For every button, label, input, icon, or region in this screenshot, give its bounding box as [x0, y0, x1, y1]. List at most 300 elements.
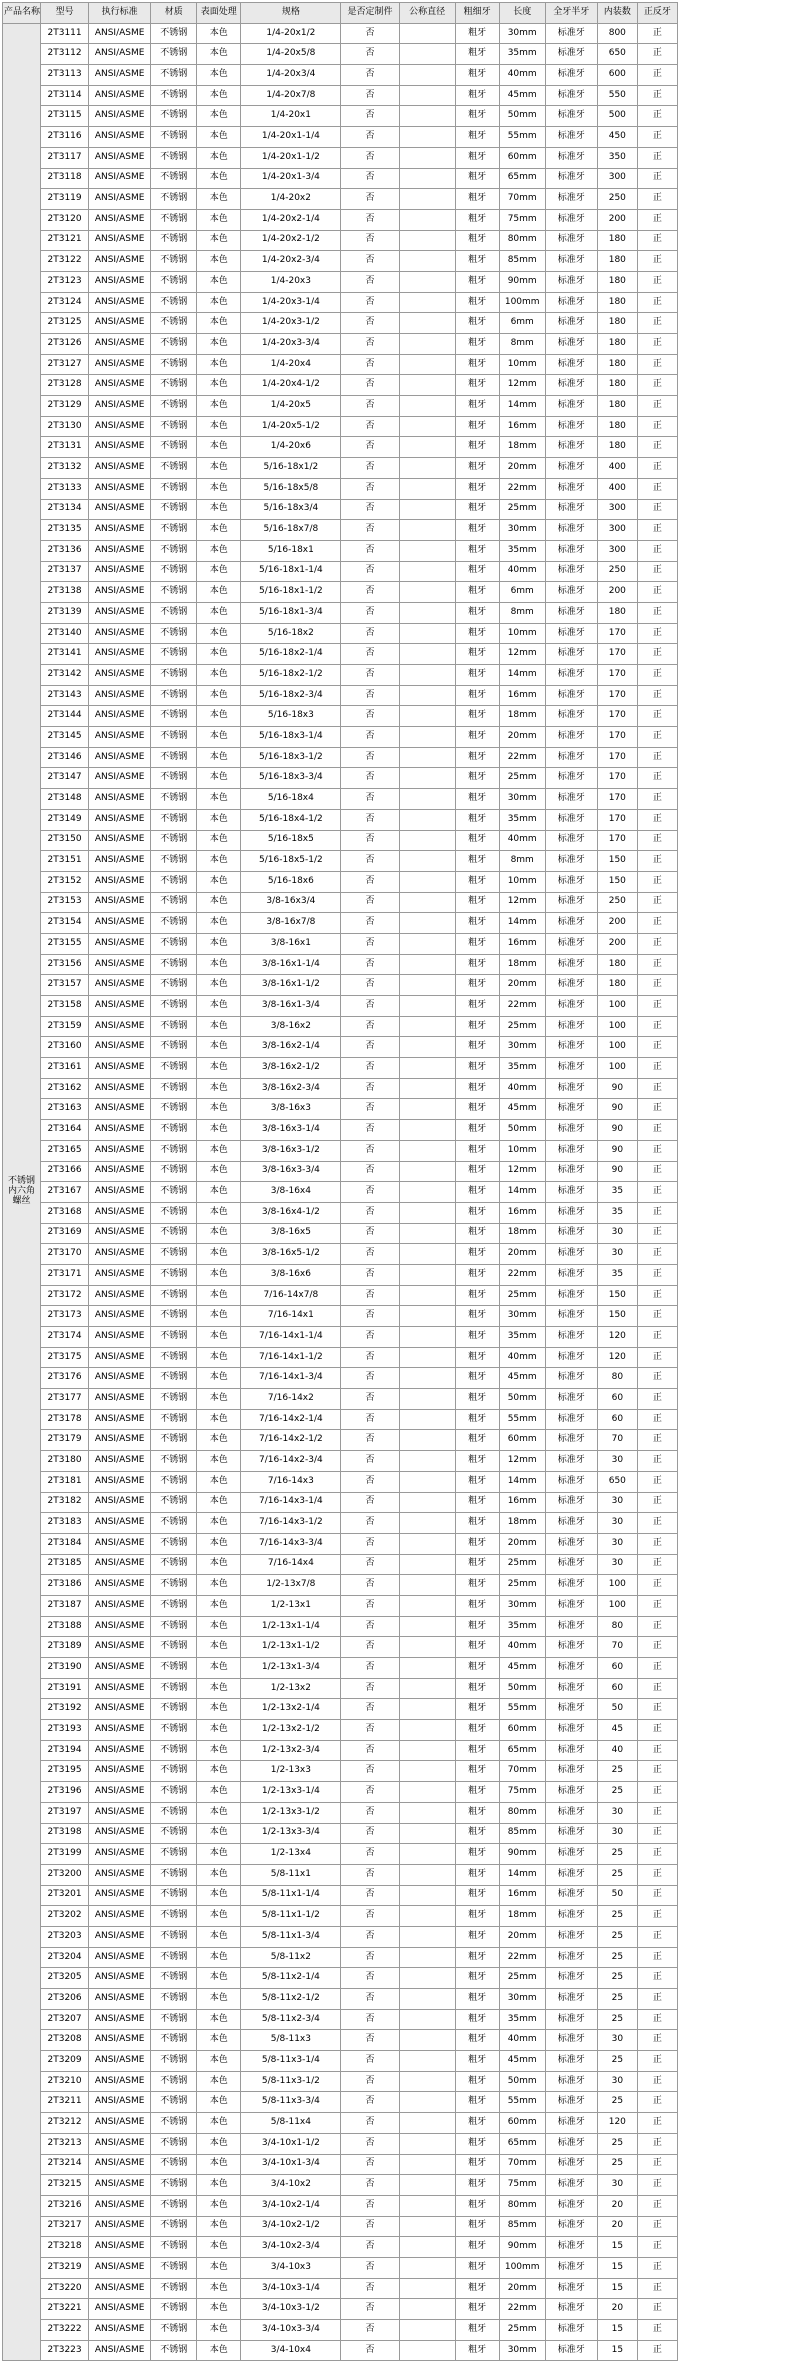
- standard-cell: ANSI/ASME: [89, 623, 151, 644]
- spec-cell: 5/16-18x3: [241, 706, 341, 727]
- length-cell: 65mm: [499, 168, 545, 189]
- full-half-cell: 标准牙: [545, 996, 597, 1017]
- length-cell: 90mm: [499, 1844, 545, 1865]
- standard-cell: ANSI/ASME: [89, 2133, 151, 2154]
- full-half-cell: 标准牙: [545, 147, 597, 168]
- length-cell: 100mm: [499, 2257, 545, 2278]
- material-cell: 不锈钢: [151, 65, 197, 86]
- length-cell: 20mm: [499, 727, 545, 748]
- spec-cell: 5/8-11x1-3/4: [241, 1926, 341, 1947]
- custom-cell: 否: [341, 127, 399, 148]
- direction-cell: 正: [637, 1492, 677, 1513]
- custom-cell: 否: [341, 271, 399, 292]
- nominal-diameter-cell: [399, 1389, 455, 1410]
- material-cell: 不锈钢: [151, 2237, 197, 2258]
- full-half-cell: 标准牙: [545, 1492, 597, 1513]
- direction-cell: 正: [637, 1864, 677, 1885]
- custom-cell: 否: [341, 1823, 399, 1844]
- qty-cell: 650: [597, 44, 637, 65]
- spec-cell: 1/4-20x2-3/4: [241, 251, 341, 272]
- custom-cell: 否: [341, 23, 399, 44]
- surface-cell: 本色: [197, 520, 241, 541]
- model-cell: 2T3194: [41, 1740, 89, 1761]
- qty-cell: 200: [597, 582, 637, 603]
- coarse-fine-cell: 粗牙: [455, 2175, 499, 2196]
- standard-cell: ANSI/ASME: [89, 1616, 151, 1637]
- full-half-cell: 标准牙: [545, 1285, 597, 1306]
- material-cell: 不锈钢: [151, 2278, 197, 2299]
- qty-cell: 170: [597, 644, 637, 665]
- standard-cell: ANSI/ASME: [89, 127, 151, 148]
- material-cell: 不锈钢: [151, 1595, 197, 1616]
- spec-cell: 1/2-13x2-1/4: [241, 1699, 341, 1720]
- qty-cell: 180: [597, 416, 637, 437]
- nominal-diameter-cell: [399, 478, 455, 499]
- standard-cell: ANSI/ASME: [89, 871, 151, 892]
- qty-cell: 180: [597, 313, 637, 334]
- qty-cell: 170: [597, 768, 637, 789]
- qty-cell: 50: [597, 1699, 637, 1720]
- full-half-cell: 标准牙: [545, 230, 597, 251]
- spec-cell: 5/8-11x1: [241, 1864, 341, 1885]
- direction-cell: 正: [637, 665, 677, 686]
- surface-cell: 本色: [197, 1844, 241, 1865]
- coarse-fine-cell: 粗牙: [455, 2133, 499, 2154]
- custom-cell: 否: [341, 1451, 399, 1472]
- length-cell: 8mm: [499, 334, 545, 355]
- surface-cell: 本色: [197, 582, 241, 603]
- full-half-cell: 标准牙: [545, 892, 597, 913]
- model-cell: 2T3212: [41, 2113, 89, 2134]
- direction-cell: 正: [637, 2133, 677, 2154]
- table-row: [3, 561, 678, 582]
- full-half-cell: 标准牙: [545, 271, 597, 292]
- spec-cell: 1/4-20x5/8: [241, 44, 341, 65]
- full-half-cell: 标准牙: [545, 1306, 597, 1327]
- length-cell: 60mm: [499, 1430, 545, 1451]
- material-cell: 不锈钢: [151, 478, 197, 499]
- spec-cell: 3/4-10x2: [241, 2175, 341, 2196]
- material-cell: 不锈钢: [151, 2009, 197, 2030]
- coarse-fine-cell: 粗牙: [455, 1430, 499, 1451]
- table-row: [3, 458, 678, 479]
- qty-cell: 550: [597, 85, 637, 106]
- custom-cell: 否: [341, 892, 399, 913]
- surface-cell: 本色: [197, 892, 241, 913]
- table-row: [3, 1533, 678, 1554]
- qty-cell: 35: [597, 1182, 637, 1203]
- qty-cell: 180: [597, 354, 637, 375]
- nominal-diameter-cell: [399, 251, 455, 272]
- coarse-fine-cell: 粗牙: [455, 2216, 499, 2237]
- standard-cell: ANSI/ASME: [89, 1906, 151, 1927]
- direction-cell: 正: [637, 2299, 677, 2320]
- coarse-fine-cell: 粗牙: [455, 727, 499, 748]
- direction-cell: 正: [637, 1202, 677, 1223]
- spec-cell: 1/4-20x1-1/2: [241, 147, 341, 168]
- table-row: [3, 292, 678, 313]
- qty-cell: 300: [597, 540, 637, 561]
- length-cell: 85mm: [499, 2216, 545, 2237]
- material-cell: 不锈钢: [151, 499, 197, 520]
- table-row: [3, 1471, 678, 1492]
- full-half-cell: 标准牙: [545, 396, 597, 417]
- spec-cell: 1/4-20x1-1/4: [241, 127, 341, 148]
- table-row: [3, 1244, 678, 1265]
- model-cell: 2T3174: [41, 1327, 89, 1348]
- model-cell: 2T3118: [41, 168, 89, 189]
- direction-cell: 正: [637, 189, 677, 210]
- custom-cell: 否: [341, 1058, 399, 1079]
- nominal-diameter-cell: [399, 313, 455, 334]
- spec-cell: 3/8-16x3: [241, 1099, 341, 1120]
- model-cell: 2T3185: [41, 1554, 89, 1575]
- standard-cell: ANSI/ASME: [89, 1699, 151, 1720]
- table-row: [3, 147, 678, 168]
- direction-cell: 正: [637, 520, 677, 541]
- material-cell: 不锈钢: [151, 1430, 197, 1451]
- direction-cell: 正: [637, 1885, 677, 1906]
- header-material: 材质: [151, 3, 197, 24]
- custom-cell: 否: [341, 1513, 399, 1534]
- full-half-cell: 标准牙: [545, 458, 597, 479]
- material-cell: 不锈钢: [151, 2299, 197, 2320]
- full-half-cell: 标准牙: [545, 1658, 597, 1679]
- length-cell: 20mm: [499, 975, 545, 996]
- nominal-diameter-cell: [399, 561, 455, 582]
- surface-cell: 本色: [197, 1637, 241, 1658]
- surface-cell: 本色: [197, 1409, 241, 1430]
- length-cell: 50mm: [499, 1678, 545, 1699]
- surface-cell: 本色: [197, 189, 241, 210]
- length-cell: 80mm: [499, 230, 545, 251]
- full-half-cell: 标准牙: [545, 168, 597, 189]
- surface-cell: 本色: [197, 1782, 241, 1803]
- table-row: [3, 871, 678, 892]
- coarse-fine-cell: 粗牙: [455, 520, 499, 541]
- model-cell: 2T3170: [41, 1244, 89, 1265]
- coarse-fine-cell: 粗牙: [455, 1616, 499, 1637]
- surface-cell: 本色: [197, 706, 241, 727]
- standard-cell: ANSI/ASME: [89, 1782, 151, 1803]
- spec-cell: 1/4-20x1-3/4: [241, 168, 341, 189]
- full-half-cell: 标准牙: [545, 106, 597, 127]
- table-row: [3, 1492, 678, 1513]
- length-cell: 20mm: [499, 1533, 545, 1554]
- nominal-diameter-cell: [399, 520, 455, 541]
- direction-cell: 正: [637, 168, 677, 189]
- surface-cell: 本色: [197, 933, 241, 954]
- coarse-fine-cell: 粗牙: [455, 1078, 499, 1099]
- custom-cell: 否: [341, 1471, 399, 1492]
- custom-cell: 否: [341, 1782, 399, 1803]
- full-half-cell: 标准牙: [545, 2299, 597, 2320]
- qty-cell: 300: [597, 520, 637, 541]
- table-row: [3, 1678, 678, 1699]
- length-cell: 65mm: [499, 1740, 545, 1761]
- coarse-fine-cell: 粗牙: [455, 1740, 499, 1761]
- standard-cell: ANSI/ASME: [89, 44, 151, 65]
- full-half-cell: 标准牙: [545, 1595, 597, 1616]
- custom-cell: 否: [341, 665, 399, 686]
- spec-cell: 5/16-18x7/8: [241, 520, 341, 541]
- length-cell: 50mm: [499, 106, 545, 127]
- length-cell: 55mm: [499, 1409, 545, 1430]
- table-row: [3, 2133, 678, 2154]
- spec-cell: 7/16-14x3-1/4: [241, 1492, 341, 1513]
- direction-cell: 正: [637, 1285, 677, 1306]
- model-cell: 2T3145: [41, 727, 89, 748]
- custom-cell: 否: [341, 354, 399, 375]
- material-cell: 不锈钢: [151, 1182, 197, 1203]
- qty-cell: 100: [597, 996, 637, 1017]
- table-row: [3, 1140, 678, 1161]
- material-cell: 不锈钢: [151, 2113, 197, 2134]
- length-cell: 14mm: [499, 1182, 545, 1203]
- custom-cell: 否: [341, 1740, 399, 1761]
- model-cell: 2T3220: [41, 2278, 89, 2299]
- standard-cell: ANSI/ASME: [89, 2113, 151, 2134]
- standard-cell: ANSI/ASME: [89, 1823, 151, 1844]
- coarse-fine-cell: 粗牙: [455, 830, 499, 851]
- material-cell: 不锈钢: [151, 1285, 197, 1306]
- full-half-cell: 标准牙: [545, 540, 597, 561]
- coarse-fine-cell: 粗牙: [455, 2009, 499, 2030]
- coarse-fine-cell: 粗牙: [455, 1947, 499, 1968]
- full-half-cell: 标准牙: [545, 789, 597, 810]
- surface-cell: 本色: [197, 230, 241, 251]
- custom-cell: 否: [341, 1016, 399, 1037]
- custom-cell: 否: [341, 2216, 399, 2237]
- qty-cell: 170: [597, 789, 637, 810]
- table-row: [3, 1099, 678, 1120]
- direction-cell: 正: [637, 334, 677, 355]
- surface-cell: 本色: [197, 2071, 241, 2092]
- table-row: [3, 209, 678, 230]
- product-name-cell: 不锈钢 内六角螺丝: [3, 23, 41, 2361]
- custom-cell: 否: [341, 1885, 399, 1906]
- custom-cell: 否: [341, 789, 399, 810]
- full-half-cell: 标准牙: [545, 1264, 597, 1285]
- direction-cell: 正: [637, 996, 677, 1017]
- table-row: [3, 1037, 678, 1058]
- length-cell: 20mm: [499, 1926, 545, 1947]
- standard-cell: ANSI/ASME: [89, 292, 151, 313]
- qty-cell: 350: [597, 147, 637, 168]
- surface-cell: 本色: [197, 271, 241, 292]
- coarse-fine-cell: 粗牙: [455, 933, 499, 954]
- full-half-cell: 标准牙: [545, 1223, 597, 1244]
- header-full-half: 全牙半牙: [545, 3, 597, 24]
- full-half-cell: 标准牙: [545, 975, 597, 996]
- material-cell: 不锈钢: [151, 789, 197, 810]
- material-cell: 不锈钢: [151, 437, 197, 458]
- standard-cell: ANSI/ASME: [89, 2299, 151, 2320]
- custom-cell: 否: [341, 499, 399, 520]
- direction-cell: 正: [637, 2237, 677, 2258]
- material-cell: 不锈钢: [151, 2175, 197, 2196]
- surface-cell: 本色: [197, 1202, 241, 1223]
- direction-cell: 正: [637, 1327, 677, 1348]
- standard-cell: ANSI/ASME: [89, 1389, 151, 1410]
- full-half-cell: 标准牙: [545, 1968, 597, 1989]
- length-cell: 60mm: [499, 1720, 545, 1741]
- direction-cell: 正: [637, 644, 677, 665]
- table-row: [3, 2195, 678, 2216]
- qty-cell: 100: [597, 1058, 637, 1079]
- material-cell: 不锈钢: [151, 1885, 197, 1906]
- coarse-fine-cell: 粗牙: [455, 768, 499, 789]
- full-half-cell: 标准牙: [545, 933, 597, 954]
- table-row: [3, 23, 678, 44]
- custom-cell: 否: [341, 2237, 399, 2258]
- model-cell: 2T3162: [41, 1078, 89, 1099]
- full-half-cell: 标准牙: [545, 65, 597, 86]
- direction-cell: 正: [637, 2030, 677, 2051]
- coarse-fine-cell: 粗牙: [455, 1016, 499, 1037]
- surface-cell: 本色: [197, 1161, 241, 1182]
- direction-cell: 正: [637, 975, 677, 996]
- model-cell: 2T3147: [41, 768, 89, 789]
- table-row: [3, 1016, 678, 1037]
- model-cell: 2T3127: [41, 354, 89, 375]
- nominal-diameter-cell: [399, 602, 455, 623]
- model-cell: 2T3184: [41, 1533, 89, 1554]
- material-cell: 不锈钢: [151, 665, 197, 686]
- model-cell: 2T3204: [41, 1947, 89, 1968]
- model-cell: 2T3218: [41, 2237, 89, 2258]
- table-row: [3, 1761, 678, 1782]
- model-cell: 2T3217: [41, 2216, 89, 2237]
- material-cell: 不锈钢: [151, 561, 197, 582]
- material-cell: 不锈钢: [151, 375, 197, 396]
- custom-cell: 否: [341, 1947, 399, 1968]
- spec-cell: 7/16-14x1-1/2: [241, 1347, 341, 1368]
- spec-cell: 1/2-13x4: [241, 1844, 341, 1865]
- spec-cell: 7/16-14x3-3/4: [241, 1533, 341, 1554]
- material-cell: 不锈钢: [151, 2092, 197, 2113]
- surface-cell: 本色: [197, 1947, 241, 1968]
- nominal-diameter-cell: [399, 1140, 455, 1161]
- surface-cell: 本色: [197, 1078, 241, 1099]
- standard-cell: ANSI/ASME: [89, 2216, 151, 2237]
- material-cell: 不锈钢: [151, 2133, 197, 2154]
- material-cell: 不锈钢: [151, 1637, 197, 1658]
- qty-cell: 90: [597, 1099, 637, 1120]
- custom-cell: 否: [341, 2071, 399, 2092]
- surface-cell: 本色: [197, 1058, 241, 1079]
- length-cell: 22mm: [499, 996, 545, 1017]
- nominal-diameter-cell: [399, 1471, 455, 1492]
- spec-cell: 7/16-14x1-1/4: [241, 1327, 341, 1348]
- coarse-fine-cell: 粗牙: [455, 147, 499, 168]
- material-cell: 不锈钢: [151, 1947, 197, 1968]
- surface-cell: 本色: [197, 1968, 241, 1989]
- material-cell: 不锈钢: [151, 747, 197, 768]
- spec-cell: 1/4-20x3-3/4: [241, 334, 341, 355]
- standard-cell: ANSI/ASME: [89, 1471, 151, 1492]
- full-half-cell: 标准牙: [545, 1844, 597, 1865]
- standard-cell: ANSI/ASME: [89, 1926, 151, 1947]
- header-row: [3, 3, 678, 24]
- model-cell: 2T3193: [41, 1720, 89, 1741]
- surface-cell: 本色: [197, 458, 241, 479]
- material-cell: 不锈钢: [151, 685, 197, 706]
- nominal-diameter-cell: [399, 789, 455, 810]
- surface-cell: 本色: [197, 1864, 241, 1885]
- spec-cell: 1/4-20x3-1/4: [241, 292, 341, 313]
- nominal-diameter-cell: [399, 1533, 455, 1554]
- coarse-fine-cell: 粗牙: [455, 1202, 499, 1223]
- direction-cell: 正: [637, 271, 677, 292]
- full-half-cell: 标准牙: [545, 561, 597, 582]
- full-half-cell: 标准牙: [545, 478, 597, 499]
- qty-cell: 25: [597, 1926, 637, 1947]
- table-row: [3, 1595, 678, 1616]
- full-half-cell: 标准牙: [545, 2237, 597, 2258]
- nominal-diameter-cell: [399, 851, 455, 872]
- coarse-fine-cell: 粗牙: [455, 1223, 499, 1244]
- nominal-diameter-cell: [399, 375, 455, 396]
- surface-cell: 本色: [197, 334, 241, 355]
- nominal-diameter-cell: [399, 1616, 455, 1637]
- standard-cell: ANSI/ASME: [89, 1037, 151, 1058]
- standard-cell: ANSI/ASME: [89, 1740, 151, 1761]
- nominal-diameter-cell: [399, 2216, 455, 2237]
- nominal-diameter-cell: [399, 1678, 455, 1699]
- standard-cell: ANSI/ASME: [89, 1658, 151, 1679]
- nominal-diameter-cell: [399, 354, 455, 375]
- direction-cell: 正: [637, 685, 677, 706]
- table-row: [3, 1306, 678, 1327]
- coarse-fine-cell: 粗牙: [455, 1058, 499, 1079]
- material-cell: 不锈钢: [151, 1161, 197, 1182]
- length-cell: 35mm: [499, 1616, 545, 1637]
- nominal-diameter-cell: [399, 913, 455, 934]
- surface-cell: 本色: [197, 830, 241, 851]
- spec-cell: 3/4-10x3: [241, 2257, 341, 2278]
- nominal-diameter-cell: [399, 2113, 455, 2134]
- coarse-fine-cell: 粗牙: [455, 892, 499, 913]
- surface-cell: 本色: [197, 85, 241, 106]
- material-cell: 不锈钢: [151, 954, 197, 975]
- surface-cell: 本色: [197, 1802, 241, 1823]
- table-row: [3, 189, 678, 210]
- coarse-fine-cell: 粗牙: [455, 1968, 499, 1989]
- nominal-diameter-cell: [399, 727, 455, 748]
- standard-cell: ANSI/ASME: [89, 1347, 151, 1368]
- coarse-fine-cell: 粗牙: [455, 1451, 499, 1472]
- nominal-diameter-cell: [399, 1740, 455, 1761]
- standard-cell: ANSI/ASME: [89, 2009, 151, 2030]
- length-cell: 14mm: [499, 1864, 545, 1885]
- standard-cell: ANSI/ASME: [89, 685, 151, 706]
- custom-cell: 否: [341, 1637, 399, 1658]
- direction-cell: 正: [637, 1120, 677, 1141]
- coarse-fine-cell: 粗牙: [455, 644, 499, 665]
- table-row: [3, 2009, 678, 2030]
- nominal-diameter-cell: [399, 2092, 455, 2113]
- standard-cell: ANSI/ASME: [89, 1099, 151, 1120]
- length-cell: 55mm: [499, 2092, 545, 2113]
- qty-cell: 25: [597, 1864, 637, 1885]
- surface-cell: 本色: [197, 2216, 241, 2237]
- standard-cell: ANSI/ASME: [89, 540, 151, 561]
- qty-cell: 35: [597, 1202, 637, 1223]
- coarse-fine-cell: 粗牙: [455, 809, 499, 830]
- coarse-fine-cell: 粗牙: [455, 1906, 499, 1927]
- spec-cell: 7/16-14x3-1/2: [241, 1513, 341, 1534]
